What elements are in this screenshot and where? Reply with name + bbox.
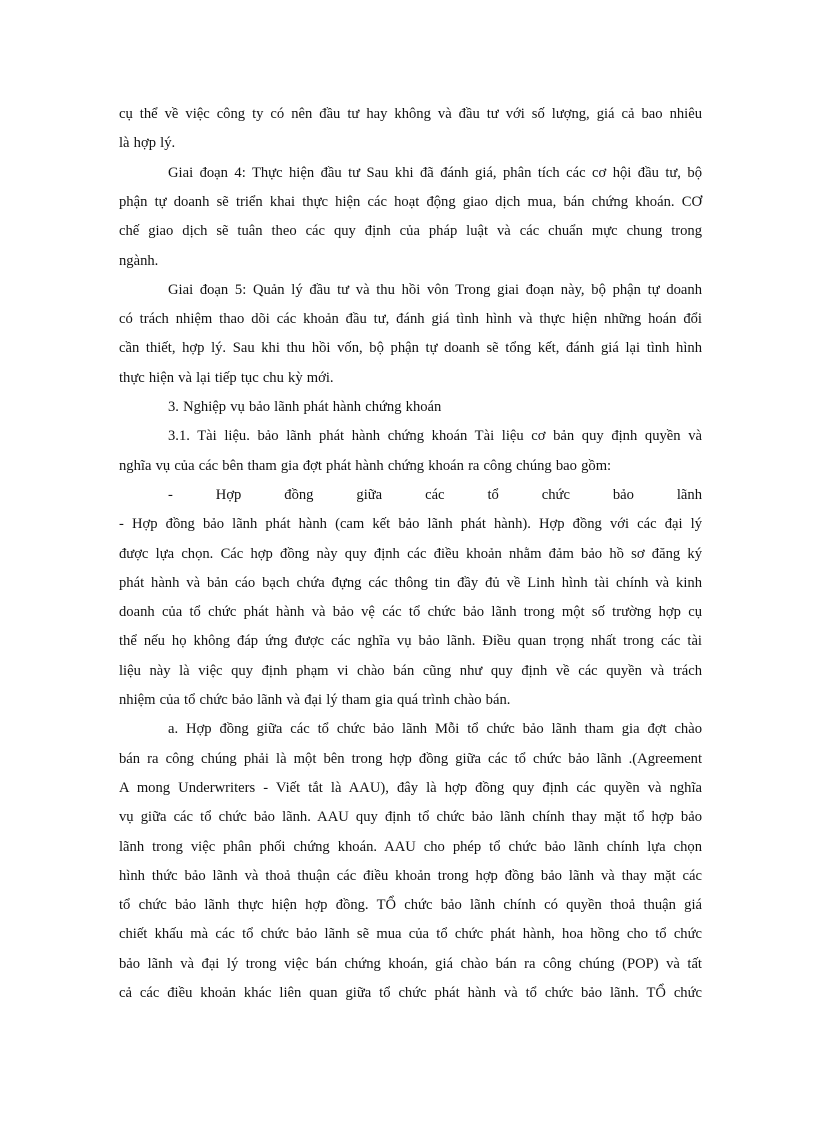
text-line: chiết khấu mà các tổ chức bảo lãnh sẽ mua của tổ chức phát hành, hoa hồng cho tổ chức xyxy=(119,926,702,943)
text-line: doanh của tổ chức phát hành và bảo vệ các tổ chức bảo lãnh trong một số trường hợp cụ xyxy=(119,604,702,621)
text-line: lãnh trong việc phân phối chứng khoán. AAU cho phép tổ chức bảo lãnh chính lựa chọn xyxy=(119,838,702,855)
text-line: hình thức bảo lãnh và thoả thuận các điều khoản trong hợp đồng bảo lãnh và thay mặt các xyxy=(119,867,702,884)
text-line: 3.1. Tài liệu. bảo lãnh phát hành chứng khoán Tài liệu cơ bản quy định quyền và xyxy=(168,428,702,445)
text-line: nhiệm của tổ chức bảo lãnh và đại lý tham gia quá trình chào bán. xyxy=(119,692,511,708)
text-line: chế giao dịch sẽ tuân theo các quy định của pháp luật và các chuẩn mực chung trong xyxy=(119,223,702,240)
text-line: tổ chức bảo lãnh thực hiện hợp đồng. TỔ chức bảo lãnh chính có quyền thoả thuận giá xyxy=(119,897,702,914)
text-line: Giai đoạn 5: Quản lý đầu tư và thu hồi vôn Trong giai đoạn này, bộ phận tự doanh xyxy=(168,281,702,298)
text-line: thực hiện và lại tiếp tục chu kỳ mới. xyxy=(119,369,334,386)
text-line: được lựa chọn. Các hợp đồng này quy định các điều khoản nhằm đảm bảo hồ sơ đăng ký xyxy=(119,545,702,562)
text-line: phận tự doanh sẽ triển khai thực hiện các hoạt động giao dịch mua, bán chứng khoán. CƠ xyxy=(119,193,702,210)
text-line: cụ thể về việc công ty có nên đầu tư hay không và đầu tư với số lượng, giá cả bao nhiêu xyxy=(119,106,702,122)
text-line: - Hợp đồng bảo lãnh phát hành (cam kết bảo lãnh phát hành). Hợp đồng với các đại lý xyxy=(119,516,702,533)
text-line: có trách nhiệm thao dõi các khoản đầu tư, đánh giá tình hình và thực hiện những hoán đổi xyxy=(119,311,702,328)
text-line: phát hành và bản cáo bạch chứa đựng các thông tin đầy đủ về Linh hình tài chính và kinh xyxy=(119,574,702,591)
text-line: - Hợp đồng giữa các tổ chức bảo lãnh xyxy=(168,486,702,503)
text-line: a. Hợp đồng giữa các tổ chức bảo lãnh Mỗi tổ chức bảo lãnh tham gia đợt chào xyxy=(168,721,702,738)
text-line: bán ra công chúng phải là một bên trong hợp đồng giữa các tổ chức bảo lãnh .(Agreement xyxy=(119,750,702,767)
text-line: nghĩa vụ của các bên tham gia đợt phát hành chứng khoán ra công chúng bao gồm: xyxy=(119,457,612,474)
text-line: thể nếu họ không đáp ứng được các nghĩa vụ bảo lãnh. Điều quan trọng nhất trong các tài xyxy=(119,633,702,650)
text-line: cần thiết, hợp lý. Sau khi thu hồi vốn, bộ phận tự doanh sẽ tổng kết, đánh giá lại tình hình xyxy=(119,340,702,357)
text-line: bảo lãnh và đại lý trong việc bán chứng khoán, giá chào bán ra công chúng (POP) và tất xyxy=(119,955,702,972)
text-line: Giai đoạn 4: Thực hiện đầu tư Sau khi đã đánh giá, phân tích các cơ hội đầu tư, bộ xyxy=(168,164,702,181)
text-line: 3. Nghiệp vụ bảo lãnh phát hành chứng khoán xyxy=(168,399,442,415)
text-line: cả các điều khoản khác liên quan giữa tổ chức phát hành và tổ chức bảo lãnh. TỔ chức xyxy=(119,985,702,1001)
text-line: vụ giữa các tổ chức bảo lãnh. AAU quy định tổ chức bảo lãnh chính thay mặt tổ hợp bảo xyxy=(119,809,702,826)
text-line: ngành. xyxy=(119,252,159,269)
text-line: A mong Underwriters - Viết tắt là AAU), đây là hợp đồng quy định các quyền và nghĩa xyxy=(119,779,702,796)
text-line: liệu này là việc quy định phạm vi chào bán cũng như quy định về các quyền và trách xyxy=(119,662,702,679)
text-line: là hợp lý. xyxy=(119,135,176,152)
